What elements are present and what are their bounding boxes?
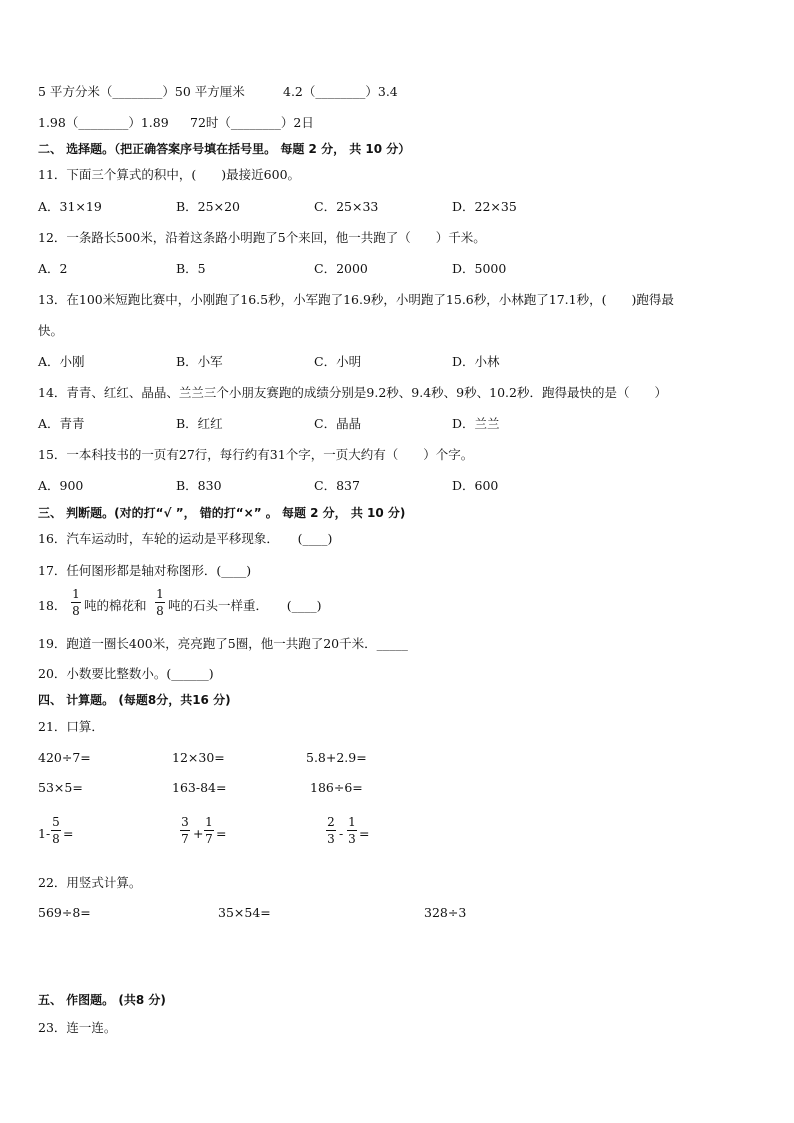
calc-c-operator: -	[339, 826, 344, 841]
calc-c-fraction-2	[347, 815, 357, 846]
q18-fraction-2-numerator: 1	[156, 587, 164, 601]
calc-c-denominator-1: 3	[327, 832, 335, 846]
q12-option-a: A．2	[38, 261, 68, 276]
calc-item: 420÷7=	[38, 750, 91, 765]
calc-item: 53×5=	[38, 780, 83, 795]
calc-c-equals: =	[359, 826, 370, 841]
calc-a-prefix: 1-	[38, 826, 51, 841]
q11-option-a: A．31×19	[38, 199, 102, 214]
question-16: 16．汽车运动时，车轮的运动是平移现象． (____)	[38, 531, 333, 546]
q14-option-a: A．青青	[38, 416, 85, 431]
q18-fraction-2-denominator: 8	[156, 604, 164, 618]
q14-option-b: B．红红	[176, 416, 223, 431]
question-12: 12．一条路长500米，沿着这条路小明跑了5个来回，他一共跑了（ ）千米。	[38, 230, 486, 245]
q12-option-c: C．2000	[314, 261, 368, 276]
calc-b-numerator-1: 3	[181, 815, 189, 829]
calc-item: 163-84=	[172, 780, 227, 795]
q12-option-b: B．5	[176, 261, 206, 276]
calc-item: 186÷6=	[310, 780, 363, 795]
fraction-bar	[347, 830, 357, 831]
q18-fraction-1-numerator: 1	[72, 587, 80, 601]
q18-mid: 吨的棉花和	[84, 598, 147, 613]
calc-b-fraction-2	[204, 815, 214, 846]
q12-option-d: D．5000	[452, 261, 507, 276]
question-20: 20．小数要比整数小。(______)	[38, 666, 214, 681]
calc-item: 12×30=	[172, 750, 225, 765]
fraction-bar	[71, 602, 81, 603]
calc-c-denominator-2: 3	[348, 832, 356, 846]
question-13-line1: 13．在100米短跑比赛中，小刚跑了16.5秒，小军跑了16.9秒，小明跑了15.6秒，小林跑了17.1秒，( )跑得最	[38, 292, 674, 307]
q13-option-a: A．小刚	[38, 354, 85, 369]
q11-option-b: B．25×20	[176, 199, 240, 214]
q15-option-b: B．830	[176, 478, 222, 493]
vertical-calc-item: 35×54=	[218, 905, 271, 920]
section-title-choice: 二、 选择题。（把正确答案序号填在括号里。 每题 2 分， 共 10 分）	[38, 142, 411, 156]
question-17: 17．任何图形都是轴对称图形．(____)	[38, 563, 252, 578]
q14-option-d: D．兰兰	[452, 416, 500, 431]
q13-option-b: B．小军	[176, 354, 223, 369]
question-13-line2: 快。	[38, 323, 64, 338]
compare-item-2: 4.2（________）3.4	[283, 84, 398, 99]
q15-option-c: C．837	[314, 478, 360, 493]
calc-b-denominator-1: 7	[181, 832, 189, 846]
calc-c-numerator-2: 1	[348, 815, 356, 829]
calc-a-equals: =	[63, 826, 74, 841]
question-14: 14．青青、红红、晶晶、兰兰三个小朋友赛跑的成绩分别是9.2秒、9.4秒、9秒、10.2秒．跑得最快的是（ ）	[38, 385, 667, 400]
calc-a-fraction	[51, 815, 61, 846]
q18-prefix: 18．	[38, 598, 67, 613]
q14-option-c: C．晶晶	[314, 416, 362, 431]
q13-option-c: C．小明	[314, 354, 362, 369]
q11-option-d: D．22×35	[452, 199, 517, 214]
q18-fraction-1	[71, 587, 81, 618]
q18-fraction-2	[155, 587, 165, 618]
question-23: 23．连一连。	[38, 1020, 117, 1035]
calc-a-numerator: 5	[52, 815, 60, 829]
q11-option-c: C．25×33	[314, 199, 379, 214]
fraction-bar	[155, 602, 165, 603]
section-title-judge: 三、 判断题。(对的打“√ ”， 错的打“×” 。 每题 2 分， 共 10 分)	[38, 506, 406, 520]
compare-item-3: 1.98（________）1.89	[38, 115, 169, 130]
calc-b-fraction-1	[180, 815, 190, 846]
question-22: 22．用竖式计算。	[38, 875, 142, 890]
question-15: 15．一本科技书的一页有27行，每行约有31个字，一页大约有（ ）个字。	[38, 447, 474, 462]
q15-option-d: D．600	[452, 478, 499, 493]
compare-item-1: 5 平方分米（________）50 平方厘米	[38, 84, 245, 99]
q18-suffix: 吨的石头一样重． (____)	[168, 598, 322, 613]
vertical-calc-item: 328÷3	[424, 905, 467, 920]
compare-item-4: 72时（________）2日	[190, 115, 314, 130]
calc-b-numerator-2: 1	[205, 815, 213, 829]
vertical-calc-item: 569÷8=	[38, 905, 91, 920]
fraction-bar	[51, 830, 61, 831]
fraction-bar	[180, 830, 190, 831]
section-title-drawing: 五、 作图题。 (共8 分)	[38, 993, 166, 1007]
question-19: 19．跑道一圈长400米，亮亮跑了5圈，他一共跑了20千米．_____	[38, 636, 408, 651]
calc-c-fraction-1	[326, 815, 336, 846]
section-title-calc: 四、 计算题。 (每题8分，共16 分)	[38, 693, 231, 707]
calc-b-operator: +	[193, 826, 204, 841]
q18-fraction-1-denominator: 8	[72, 604, 80, 618]
calc-b-denominator-2: 7	[205, 832, 213, 846]
calc-item: 5.8+2.9=	[306, 750, 367, 765]
q15-option-a: A．900	[38, 478, 84, 493]
q13-option-d: D．小林	[452, 354, 500, 369]
calc-a-denominator: 8	[52, 832, 60, 846]
fraction-bar	[326, 830, 336, 831]
question-21: 21．口算．	[38, 719, 104, 734]
question-11: 11．下面三个算式的积中，( )最接近600。	[38, 167, 301, 182]
calc-b-equals: =	[216, 826, 227, 841]
fraction-bar	[204, 830, 214, 831]
calc-c-numerator-1: 2	[327, 815, 335, 829]
